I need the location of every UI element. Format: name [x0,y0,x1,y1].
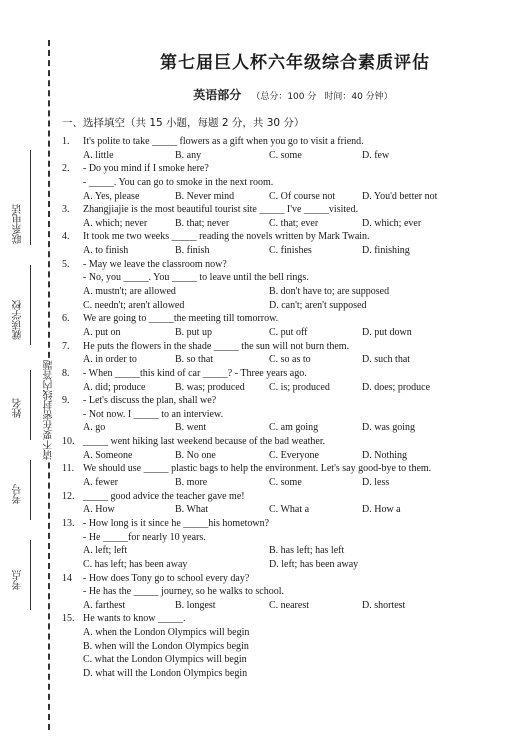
answer-option: A. when the London Olympics will begin [83,627,250,639]
question-stem-row [62,258,522,272]
question-number: 1. [62,136,70,147]
question-item [62,230,522,257]
exam-subtitle [60,86,530,103]
answer-option: C. am going [269,422,319,434]
answer-option: B. has left; has left [269,545,345,557]
question-stem-row [62,203,522,217]
question-stem: He wants to know _____. [83,613,186,625]
answer-option: B. so that [175,354,214,366]
answer-option: B. any [175,149,202,161]
school-label: 就读学校 [13,300,24,340]
answer-option: C. that; ever [269,217,319,229]
question-stem-row [62,517,522,531]
question-stem: - Let's discuss the plan, shall we? [83,395,217,407]
options-row [62,353,522,367]
phone-label: 联系电话 [13,204,24,244]
question-stem-row [62,176,522,190]
answer-option: A. put on [83,326,121,338]
options-row [62,599,522,613]
question-stem: We are going to _____the meeting till tomorrow. [83,313,279,325]
question-stem: - No, you _____. You _____ to leave until the bell rings. [83,272,309,284]
answer-option: C. nearest [269,599,309,611]
answer-option: C. some [269,149,302,161]
options-row [62,299,522,313]
answer-option: D. does; produce [362,381,431,393]
answer-option: D. such that [362,354,411,366]
question-stem-row [62,271,522,285]
answer-option: D. shortest [362,599,406,611]
question-number: 9. [62,395,70,407]
school-field-line [30,265,31,345]
question-stem-row [62,435,522,449]
question-number: 8. [62,367,70,379]
answer-option: C. Of course not [269,190,336,202]
question-number: 12. [62,490,75,502]
options-row [62,190,522,204]
answer-option: B. more [175,477,208,489]
options-row [62,626,522,640]
question-stem: - May we leave the classroom now? [83,258,227,270]
question-stem-row [62,394,522,408]
question-stem: - Do you mind if I smoke here? [83,163,209,175]
time-limit: 时间：40 分钟） [324,92,393,102]
question-stem-row [62,612,522,626]
question-stem: - How long is it since he _____his hometown? [83,517,270,529]
question-number: 14 [62,572,72,584]
question-number: 10. [62,436,75,448]
options-row [62,558,522,572]
question-stem-row [62,490,522,504]
question-stem-row [62,135,522,149]
question-item [62,340,522,367]
question-item [62,435,522,462]
options-row [62,244,522,258]
answer-option: B. Never mind [175,190,235,202]
question-stem: It took me two weeks _____ reading the novels written by Mark Twain. [83,231,370,243]
question-stem-row [62,367,522,381]
answer-option: B. No one [175,449,216,461]
question-stem: - How does Tony go to school every day? [83,572,250,584]
question-item [62,162,522,203]
question-number: 5. [62,258,70,270]
question-number: 3. [62,204,70,216]
question-stem-row [62,462,522,476]
options-row [62,449,522,463]
question-item [62,462,522,489]
question-stem: - He _____for nearly 10 years. [83,531,206,543]
answer-option: C. Everyone [269,449,319,461]
answer-option: B. went [175,422,207,434]
question-stem-row [62,162,522,176]
answer-option: D. less [362,477,390,489]
question-number: 7. [62,340,70,352]
question-number: 15. [62,613,75,625]
answer-option: D. finishing [362,245,410,257]
question-number: 4. [62,231,70,243]
options-row [62,381,522,395]
question-number: 2. [62,163,70,175]
answer-option: B. What [175,504,209,516]
question-stem-row [62,531,522,545]
subject-name: 英语部分 [193,88,242,102]
name-field-line [30,370,31,440]
answer-option: B. was; produced [175,381,245,393]
name-label: 姓名 [13,398,24,418]
question-stem: - _____. You can go to smoke in the next room. [83,176,274,188]
answer-option: B. don't have to; are supposed [269,286,390,298]
answer-option: D. what will the London Olympics begin [83,667,248,679]
answer-option: A. which; never [83,217,148,229]
question-stem: He puts the flowers in the shade _____ the sun will not burn them. [83,340,350,352]
total-score: （总分：100 分 [251,92,317,102]
answer-option: B. when will the London Olympics begin [83,640,249,652]
answer-option: D. Nothing [362,449,407,461]
question-list [62,135,522,681]
question-stem: Zhangjiajie is the most beautiful tourist site _____ I've _____visited. [83,204,359,216]
answer-option: C. so as to [269,354,311,366]
options-row [62,326,522,340]
question-item [62,258,522,313]
answer-option: A. mustn't; are allowed [83,286,176,298]
answer-option: B. that; never [175,217,230,229]
question-stem: It's polite to take _____ flowers as a gift when you go to visit a friend. [83,136,364,147]
answer-option: A. left; left [83,545,128,557]
answer-option: C. is; produced [269,381,330,393]
answer-option: A. to finish [83,245,129,257]
answer-option: A. How [83,504,115,516]
answer-option: A. in order to [83,354,137,366]
answer-option: C. What a [269,504,310,516]
answer-option: D. few [362,149,390,161]
answer-option: B. longest [175,599,216,611]
question-item [62,572,522,613]
id-field-line [30,460,31,520]
answer-option: D. put down [362,326,412,338]
question-stem: - He has the _____ journey, so he walks to school. [83,586,284,598]
answer-option: A. did; produce [83,381,146,393]
question-number: 6. [62,313,70,325]
question-stem-row [62,585,522,599]
site-label: 考点 [13,570,24,590]
answer-option: A. farthest [83,599,126,611]
question-item [62,312,522,339]
answer-option: A. go [83,422,106,434]
options-row [62,217,522,231]
question-stem-row [62,572,522,586]
answer-option: D. was going [362,422,416,434]
site-field-line [30,540,31,610]
seal-warning: 请不要在密封线内答题 [44,360,55,460]
answer-option: D. can't; aren't supposed [269,299,367,311]
question-stem: We should use _____ plastic bags to help the environment. Let's say good-bye to them. [83,463,432,475]
question-number: 13. [62,517,75,529]
answer-option: A. fewer [83,477,118,489]
question-stem-row [62,230,522,244]
question-item [62,394,522,435]
answer-option: C. needn't; aren't allowed [83,299,185,311]
answer-option: D. How a [362,504,401,516]
section-heading: 一、选择填空（共 15 小题，每题 2 分，共 30 分） [62,117,305,129]
answer-option: C. has left; has been away [83,558,188,570]
question-stem-row [62,340,522,354]
options-row [62,503,522,517]
options-row [62,421,522,435]
options-row [62,149,522,163]
exam-title: 第七届巨人杯六年级综合素质评估 [160,53,430,73]
question-item [62,517,522,572]
id-label: 考号 [13,484,24,504]
answer-option: C. put off [269,326,308,338]
answer-option: B. finish [175,245,210,257]
question-item [62,203,522,230]
options-row [62,667,522,681]
options-row [62,640,522,654]
options-row [62,476,522,490]
answer-option: C. some [269,477,302,489]
question-stem: - When _____this kind of car _____? - Three years ago. [83,367,307,379]
question-number: 11. [62,463,75,475]
answer-option: D. left; has been away [269,558,359,570]
question-stem: _____ good advice the teacher gave me! [83,490,245,502]
answer-option: D. which; ever [362,217,422,229]
question-item [62,367,522,394]
options-row [62,544,522,558]
question-item [62,612,522,680]
question-stem-row [62,312,522,326]
answer-option: B. put up [175,326,212,338]
answer-option: A. little [83,149,114,161]
answer-option: D. You'd better not [362,190,438,202]
answer-option: A. Someone [83,449,133,461]
options-row [62,285,522,299]
question-item [62,490,522,517]
options-row [62,653,522,667]
question-item [62,135,522,162]
question-stem: _____ went hiking last weekend because of the bad weather. [83,436,326,448]
answer-option: C. what the London Olympics will begin [83,654,247,666]
question-stem-row [62,408,522,422]
question-stem: - Not now. I _____ to an interview. [83,408,224,420]
answer-option: A. Yes, please [83,190,140,202]
phone-field-line [30,150,31,245]
answer-option: C. finishes [269,245,312,257]
